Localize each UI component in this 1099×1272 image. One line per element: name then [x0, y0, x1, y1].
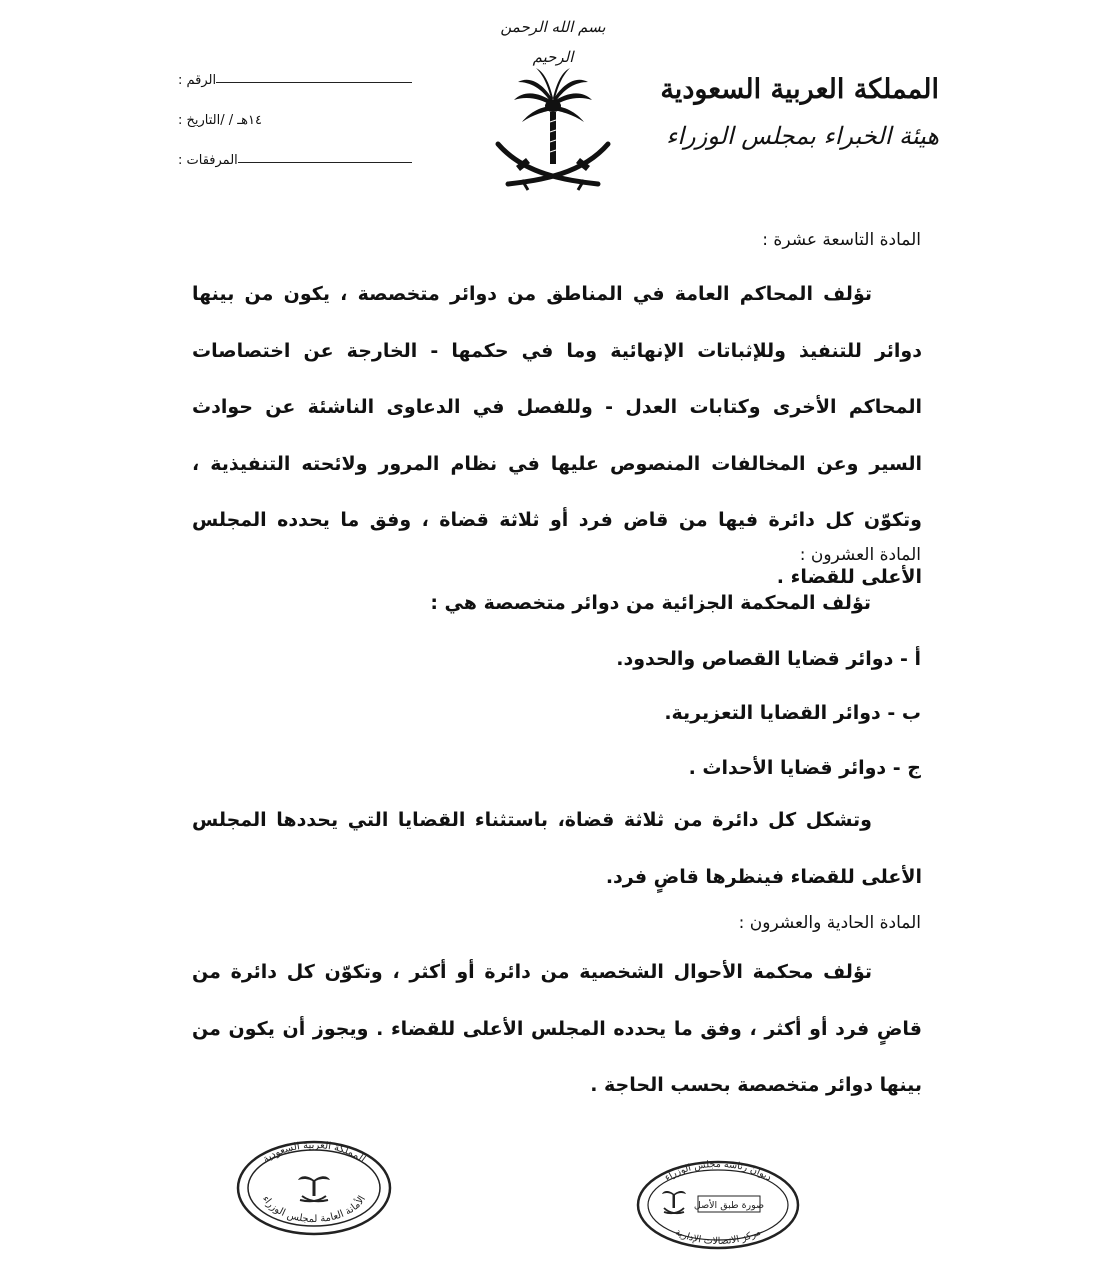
svg-text:الأمانة العامة لمجلس الوزراء	[260, 1194, 368, 1225]
left-stamp-outer-text: المملكة العربية السعودية	[260, 1139, 368, 1166]
article-21-title: المادة الحادية والعشرون :	[738, 913, 921, 933]
general-secretariat-stamp	[234, 1138, 394, 1238]
right-stamp-middle-text: صورة طبق الأصل	[693, 1200, 765, 1211]
reference-number-row	[172, 64, 412, 88]
reference-number-line	[216, 70, 412, 83]
attachments-line	[238, 150, 412, 163]
date-value: / / ١٤هـ	[220, 113, 262, 128]
attachments-label: المرفقات :	[178, 153, 238, 168]
left-stamp-emblem-icon	[298, 1176, 330, 1201]
svg-text:المملكة العربية السعودية	[261, 1140, 367, 1165]
basmala: بسم الله الرحمن الرحيم	[500, 18, 606, 66]
saudi-emblem-icon	[494, 62, 612, 194]
article-20-item-a: أ - دوائر قضايا القصاص والحدود.	[616, 648, 921, 670]
article-20-item-c: ج - دوائر قضايا الأحداث .	[688, 757, 921, 779]
article-21-paragraph: تؤلف محكمة الأحوال الشخصية من دائرة أو أكثر ، وتكوّن كل دائرة من قاضٍ فرد أو أكثر ، وفق ما يحدده المجلس الأعلى للقضاء . ويجوز أن يكون من بينها دوائر متخصصة بحسب الحاجة .	[192, 961, 922, 1096]
article-19-title: المادة التاسعة عشرة :	[762, 230, 921, 250]
left-stamp-inner-text: الأمانة العامة لمجلس الوزراء	[259, 1194, 369, 1226]
kingdom-name: المملكة العربية السعودية	[660, 74, 939, 105]
article-19-paragraph: تؤلف المحاكم العامة في المناطق من دوائر متخصصة ، يكون من بينها دوائر للتنفيذ وللإثباتات الإنهائية وما في حكمها - الخارجة عن اختصاصات المحاكم الأخرى وكتابات العدل - وللفصل في الدعاوى الناشئة عن حوادث السير وعن المخالفات المنصوص عليها في نظام المرور ولائحته التنفيذية ، وتكوّن كل دائرة فيها من قاض فرد أو ثلاثة قضاة ، وفق ما يحدده المجلس الأعلى للقضاء .	[192, 283, 922, 588]
article-20-item-b: ب - دوائر القضايا التعزيرية.	[664, 702, 921, 724]
attachments-row	[172, 144, 412, 168]
article-20-intro: تؤلف المحكمة الجزائية من دوائر متخصصة هي :	[430, 592, 871, 614]
date-label: التاريخ :	[178, 113, 221, 128]
authority-name: هيئة الخبراء بمجلس الوزراء	[666, 122, 939, 150]
article-20-title: المادة العشرون :	[799, 545, 921, 565]
right-stamp-bottom-text: مركز الاتصالات الإدارية	[673, 1226, 763, 1248]
right-stamp-top-text: ديوان رئاسة مجلس الوزراء	[662, 1158, 774, 1184]
certified-copy-stamp	[634, 1158, 802, 1252]
article-20-paragraph: وتشكل كل دائرة من ثلاثة قضاة، باستثناء القضايا التي يحددها المجلس الأعلى للقضاء فينظرها قاضٍ فرد.	[192, 809, 922, 888]
date-row	[172, 104, 412, 128]
reference-number-label: الرقم :	[178, 73, 217, 88]
svg-text:ديوان رئاسة مجلس الوزراء	[663, 1159, 774, 1183]
right-stamp-emblem-icon	[662, 1191, 686, 1213]
